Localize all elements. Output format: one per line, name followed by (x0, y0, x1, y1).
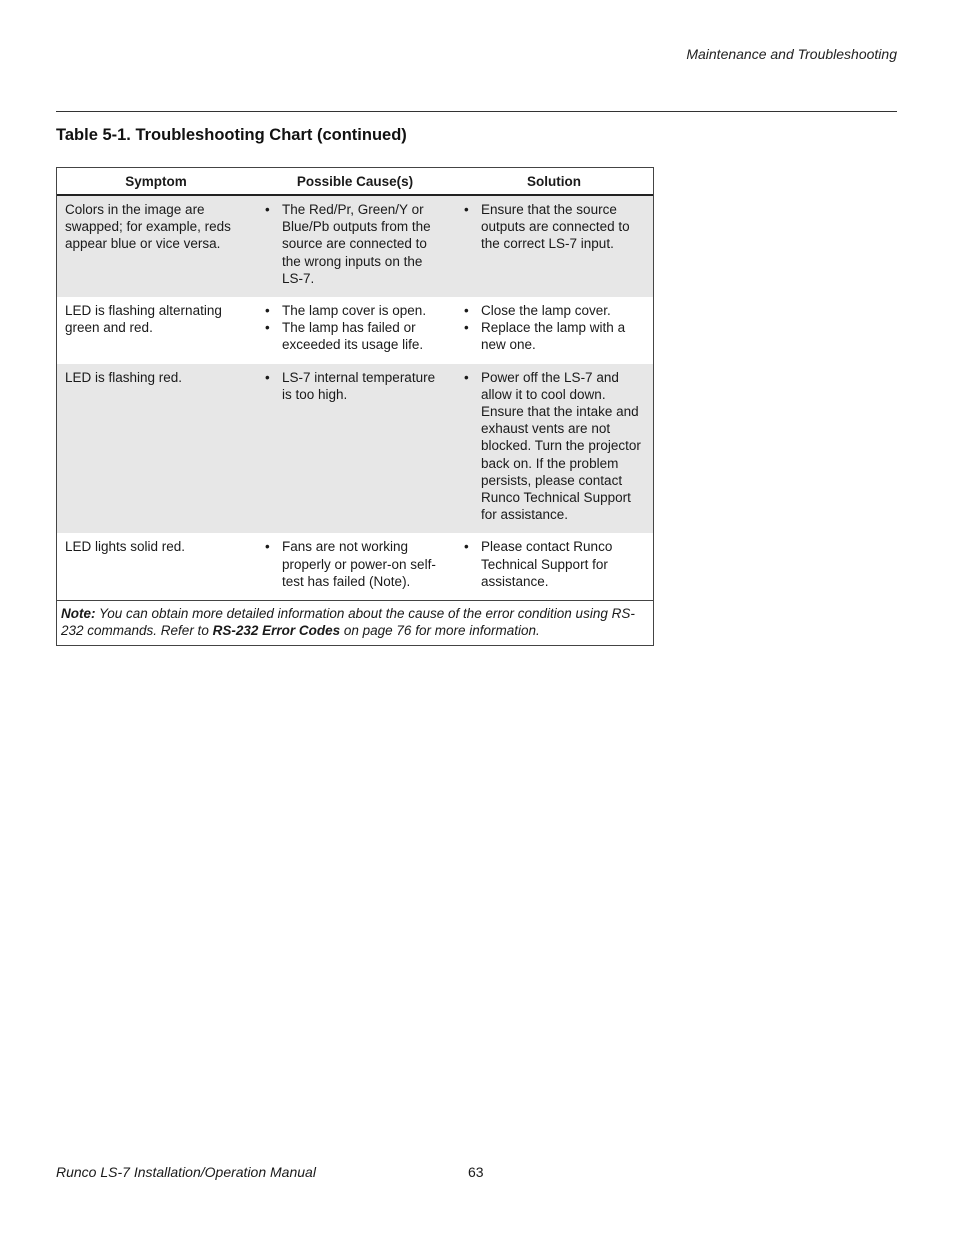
cause-item (263, 369, 445, 403)
column-header-symptom: Symptom (125, 173, 187, 189)
table-row (57, 533, 653, 600)
cause-item (263, 302, 445, 319)
cause-cell (255, 364, 455, 534)
cause-text: LS-7 internal temperature is too high. (282, 369, 436, 402)
bullet-icon: • (464, 303, 469, 319)
header-rule (56, 111, 897, 112)
solution-item (462, 369, 643, 524)
solution-cell (455, 297, 653, 364)
troubleshooting-table (56, 167, 654, 646)
bullet-icon: • (464, 539, 469, 555)
bullet-icon: • (265, 320, 270, 336)
column-header-solution: Solution (527, 173, 581, 189)
solution-list (462, 201, 643, 253)
solution-cell (455, 533, 653, 600)
table-body (57, 196, 653, 600)
solution-cell (455, 364, 653, 534)
solution-item (462, 538, 643, 590)
table-title: Table 5-1. Troubleshooting Chart (continued) (56, 126, 407, 144)
symptom-cell: Colors in the image are swapped; for example, reds appear blue or vice versa. (65, 202, 231, 252)
note-text-after: on page 76 for more information. (340, 623, 540, 639)
solution-list (462, 302, 643, 354)
solution-text: Power off the LS-7 and allow it to cool down. Ensure that the intake and exhaust vents are not blocked. Turn the projector back on. If the problem persists, please contact Runco Technical Support for assistance. (481, 369, 641, 523)
symptom-cell: LED is flashing red. (65, 369, 183, 385)
cause-list (263, 201, 445, 287)
cause-cell (255, 533, 455, 600)
solution-item (462, 319, 643, 353)
cause-item (263, 319, 445, 353)
running-head: Maintenance and Troubleshooting (686, 46, 897, 62)
solution-text: Please contact Runco Technical Support for assistance. (481, 539, 613, 589)
footer-manual-title: Runco LS-7 Installation/Operation Manual (56, 1164, 316, 1180)
solution-cell (455, 196, 653, 297)
cause-text: The Red/Pr, Green/Y or Blue/Pb outputs from the source are connected to the wrong inputs on the LS-7. (282, 202, 431, 286)
table-row (57, 196, 653, 297)
cause-text: The lamp cover is open. (282, 303, 427, 319)
bullet-icon: • (464, 202, 469, 217)
bullet-icon: • (265, 539, 270, 555)
table-note (57, 600, 653, 645)
bullet-icon: • (265, 202, 270, 217)
page-number: 63 (468, 1164, 484, 1180)
solution-item (462, 201, 643, 253)
note-label: Note: (61, 606, 96, 622)
bullet-icon: • (265, 369, 270, 385)
note-link: RS-232 Error Codes (212, 623, 341, 639)
bullet-icon: • (265, 303, 270, 319)
cause-text: Fans are not working properly or power-on self-test has failed (Note). (282, 539, 436, 589)
solution-list (462, 369, 643, 524)
solution-text: Ensure that the source outputs are connected to the correct LS-7 input. (481, 202, 630, 252)
cause-list (263, 302, 445, 354)
solution-list (462, 538, 643, 590)
cause-item (263, 538, 445, 590)
solution-item (462, 302, 643, 319)
table-row (57, 297, 653, 364)
column-header-causes: Possible Cause(s) (296, 173, 414, 189)
symptom-cell: LED is flashing alternating green and red. (65, 303, 222, 336)
bullet-icon: • (464, 320, 469, 336)
cause-list (263, 538, 445, 590)
table-row (57, 364, 653, 534)
solution-text: Replace the lamp with a new one. (481, 320, 626, 353)
solution-text: Close the lamp cover. (481, 303, 611, 319)
symptom-cell: LED lights solid red. (65, 539, 186, 555)
cause-list (263, 369, 445, 403)
cause-cell (255, 196, 455, 297)
table-header-row (57, 168, 653, 196)
cause-cell (255, 297, 455, 364)
cause-item (263, 201, 445, 287)
note-text-before: You can obtain more detailed information about the cause of the error condition using RS-232 commands. Refer to (61, 606, 635, 639)
cause-text: The lamp has failed or exceeded its usage life. (282, 320, 424, 353)
bullet-icon: • (464, 369, 469, 385)
